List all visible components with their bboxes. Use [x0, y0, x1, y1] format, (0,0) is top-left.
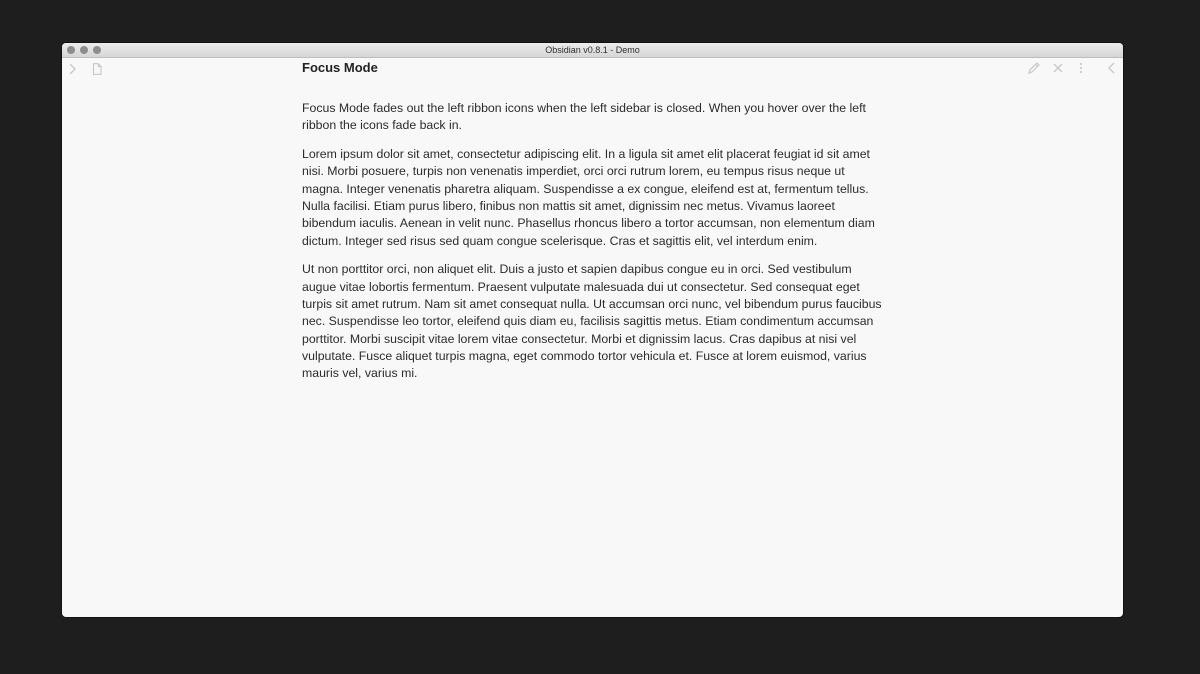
paragraph: Focus Mode fades out the left ribbon icons when the left sidebar is closed. When you hover over the left ribbon the icons fade back in.	[302, 101, 866, 133]
chevron-left-icon[interactable]	[1105, 61, 1119, 75]
file-icon[interactable]	[91, 62, 103, 74]
more-vertical-icon[interactable]	[1074, 61, 1088, 75]
close-icon[interactable]	[1051, 61, 1065, 75]
paragraph: Lorem ipsum dolor sit amet, consectetur adipiscing elit. In a ligula sit amet elit placerat feugiat id sit amet nisi. Morbi posuere, turpis non venenatis imperdiet, orci orci rutrum lorem, eu tempus risus neque ut magna. Integer venenatis pharetra aliquam. Suspendisse a ex congue, eleifend est at, fermentum tellus. Nulla facilisi. Etiam purus libero, finibus non mattis sit amet, dignissim nec metus. Vivamus laoreet bibendum iaculis. Aenean in velit nunc. Phasellus rhoncus libero a tortor accumsan, non elementum diam dictum. Integer sed risus sed quam congue scelerisque. Cras et sagittis elit, vel interdum enim.	[302, 147, 875, 248]
title-bar[interactable]	[62, 43, 1123, 58]
paragraph: Ut non porttitor orci, non aliquet elit. Duis a justo et sapien dapibus congue eu in orci. Sed vestibulum augue vitae lobortis fermentum. Praesent vulputate malesuada dui ut consectetur. Sed consequat eget turpis sit amet rutrum. Nam sit amet consequat nulla. Ut accumsan orci nunc, vel bibendum purus faucibus nec. Suspendisse leo tortor, eleifend quis diam eu, facilisis sagittis metus. Etiam condimentum accumsan porttitor. Morbi suscipit vitae lorem vitae consectetur. Morbi et dignissim lacus. Cras dapibus at nisi vel vulputate. Fusce aliquet turpis magna, eget commodo tortor vehicula et. Fusce at lorem euismod, varius mauris vel, varius mi.	[302, 262, 882, 381]
chevron-right-icon[interactable]	[67, 62, 77, 74]
window-title: Obsidian v0.8.1 - Demo	[545, 45, 640, 55]
app-window	[62, 43, 1123, 617]
pencil-icon[interactable]	[1027, 61, 1041, 75]
note-title[interactable]: Focus Mode	[302, 60, 378, 75]
note-content[interactable]	[302, 100, 882, 394]
